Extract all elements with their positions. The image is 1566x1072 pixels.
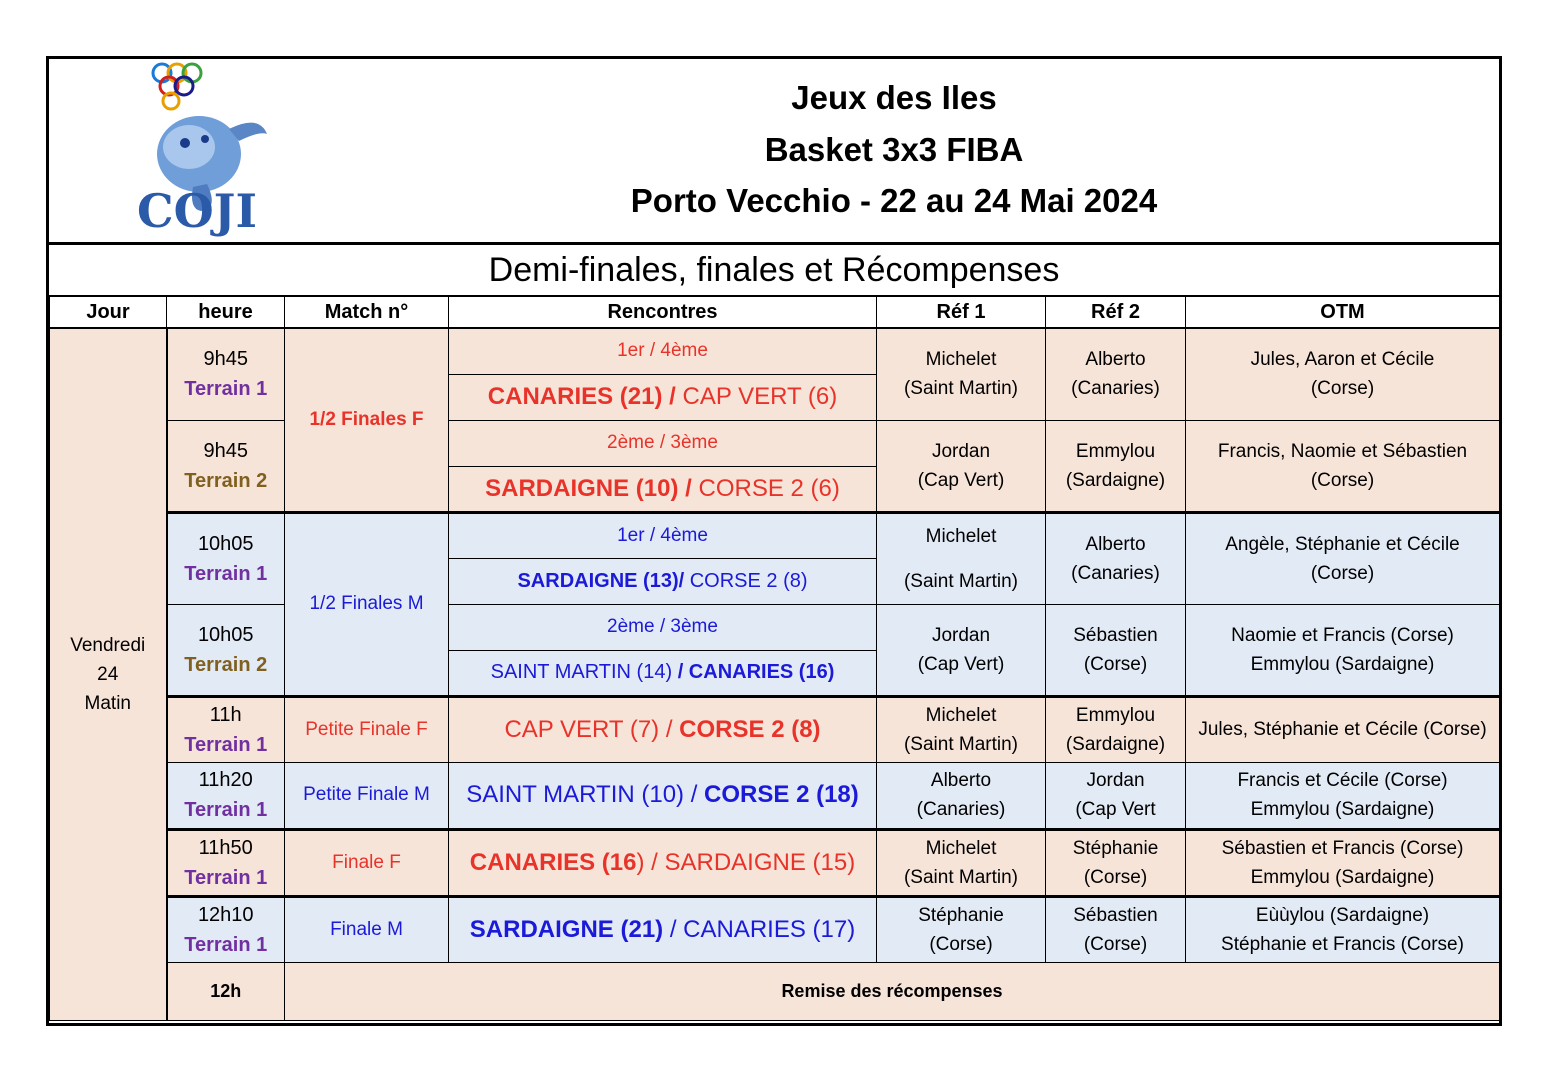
result-loser: CAP VERT (6) (675, 383, 838, 410)
placing-cell: 2ème / 3ème (449, 420, 877, 466)
time-cell (167, 829, 285, 896)
ref1-cell (877, 696, 1046, 762)
ref2-name: Alberto (1085, 533, 1146, 555)
placing-cell: 2ème / 3ème (449, 604, 877, 650)
otm-line-1: Eùùylou (Sardaigne) (1255, 904, 1430, 926)
otm-cell (1186, 896, 1500, 962)
ref2-team: (Corse) (1083, 866, 1148, 888)
schedule-sheet (46, 56, 1502, 1026)
otm-cell (1186, 512, 1500, 604)
table-row (50, 762, 1500, 829)
table-row (50, 829, 1500, 896)
result-loser: CAP VERT (7) / (504, 715, 680, 743)
ref1-team: (Cap Vert) (917, 653, 1005, 675)
otm-line-2: (Corse) (1310, 378, 1375, 400)
ref2-cell (1046, 328, 1186, 420)
otm-line-2: Emmylou (Sardaigne) (1250, 653, 1435, 675)
match-type-cell: Finale F (285, 829, 449, 896)
result-cell (449, 829, 877, 896)
ref2-cell (1046, 420, 1186, 512)
otm-cell (1186, 604, 1500, 696)
ref2-cell (1046, 829, 1186, 896)
title-location-dates: Porto Vecchio - 22 au 24 Mai 2024 (630, 182, 1158, 219)
ref1-team: (Cap Vert) (917, 469, 1005, 491)
table-row (50, 328, 1500, 374)
result-cell (449, 650, 877, 696)
time-cell (167, 328, 285, 420)
ref2-name: Emmylou (1075, 440, 1156, 462)
ref2-team: (Sardaigne) (1065, 469, 1166, 491)
ref1-name: Stéphanie (918, 904, 1004, 926)
match-type-cell: 1/2 Finales F (285, 328, 449, 512)
result-loser: / CANARIES (17) (663, 915, 856, 943)
match-time: 9h45 (203, 439, 248, 462)
col-header-match: Match n° (285, 297, 449, 329)
otm-line-1: Jules, Aaron et Cécile (1250, 349, 1435, 371)
table-row (50, 696, 1500, 762)
result-loser: CORSE 2 (8) (684, 569, 808, 592)
result-cell (449, 896, 877, 962)
table-row (50, 962, 1500, 1020)
ref1-team: (Saint Martin) (903, 378, 1019, 400)
result-winner: SARDAIGNE (21) (469, 915, 664, 943)
match-court: Terrain 1 (184, 562, 268, 585)
result-winner: SARDAIGNE (13)/ (517, 569, 685, 592)
ref1-team: (Canaries) (916, 799, 1006, 820)
ref2-cell (1046, 696, 1186, 762)
otm-line-2: (Corse) (1310, 562, 1375, 584)
coji-logo (89, 59, 279, 241)
otm-cell (1186, 829, 1500, 896)
otm-line-1: Angèle, Stéphanie et Cécile (1225, 533, 1460, 555)
otm-line-1: Francis, Naomie et Sébastien (1217, 440, 1468, 462)
match-court: Terrain 1 (184, 866, 268, 889)
ref2-name: Stéphanie (1072, 837, 1159, 859)
otm-cell (1186, 328, 1500, 420)
match-court: Terrain 1 (184, 799, 268, 821)
result-cell (449, 696, 877, 762)
col-header-otm: OTM (1186, 297, 1500, 329)
day-cell (50, 328, 167, 1020)
match-court: Terrain 1 (184, 378, 268, 401)
ref1-cell (877, 512, 1046, 604)
result-loser: CORSE 2 (6) (691, 474, 840, 502)
time-cell (167, 420, 285, 512)
col-header-ref1: Réf 1 (877, 297, 1046, 329)
ref1-cell (877, 328, 1046, 420)
match-time: 11h (209, 703, 242, 726)
otm-line-1: Francis et Cécile (Corse) (1237, 770, 1448, 791)
time-cell (167, 604, 285, 696)
table-row (50, 512, 1500, 558)
match-type-cell: Petite Finale M (285, 762, 449, 829)
ref2-team: (Corse) (1083, 933, 1148, 955)
match-court: Terrain 2 (184, 653, 268, 676)
ref1-cell (877, 420, 1046, 512)
awards-label: Remise des récompenses (285, 962, 1500, 1020)
result-loser: SAINT MARTIN (14) (490, 661, 678, 683)
col-header-rencontres: Rencontres (449, 297, 877, 329)
ref1-team: (Saint Martin) (903, 866, 1019, 888)
ref1-team: (Saint Martin) (903, 570, 1019, 592)
ref2-team: (Canaries) (1071, 562, 1160, 584)
otm-line-1: Naomie et Francis (Corse) (1231, 624, 1454, 646)
ref2-name: Alberto (1085, 349, 1146, 371)
otm-cell (1186, 696, 1500, 762)
otm-cell (1186, 420, 1500, 512)
otm-line-2: Stéphanie et Francis (Corse) (1221, 933, 1464, 955)
day-period: Matin (84, 692, 131, 714)
ref1-cell (877, 762, 1046, 829)
result-winner: / CANARIES (16) (677, 661, 835, 683)
match-type-cell: 1/2 Finales M (285, 512, 449, 696)
ref2-name: Sébastien (1073, 904, 1158, 926)
table-row (50, 896, 1500, 962)
title-sport: Basket 3x3 FIBA (764, 131, 1024, 168)
table-header-row (50, 297, 1500, 329)
otm-line-1: Sébastien et Francis (Corse) (1221, 837, 1464, 859)
otm-line-2: (Corse) (1310, 469, 1375, 491)
otm-line-1: Jules, Stéphanie et Cécile (Corse) (1198, 719, 1487, 740)
match-type-cell: Petite Finale F (285, 696, 449, 762)
ref2-cell (1046, 512, 1186, 604)
table-row (50, 420, 1500, 466)
placing-cell: 1er / 4ème (449, 328, 877, 374)
schedule-table (49, 296, 1500, 1021)
ref1-team: (Corse) (929, 933, 993, 955)
col-header-heure: heure (167, 297, 285, 329)
ref1-cell (877, 829, 1046, 896)
ref2-team: (Canaries) (1071, 378, 1160, 400)
ref1-cell (877, 604, 1046, 696)
ref2-cell (1046, 604, 1186, 696)
result-cell (449, 374, 877, 420)
ref2-name: Emmylou (1075, 704, 1156, 726)
result-cell (449, 558, 877, 604)
ref1-name: Alberto (930, 770, 992, 791)
match-court: Terrain 2 (184, 469, 268, 492)
document-header (49, 59, 1499, 245)
match-time: 11h20 (198, 769, 253, 791)
match-time: 9h45 (203, 348, 248, 371)
ref1-name: Michelet (925, 837, 997, 859)
match-type-cell: Finale M (285, 896, 449, 962)
result-winner: CANARIES (16 (469, 848, 637, 876)
ref2-cell (1046, 896, 1186, 962)
col-header-ref2: Réf 2 (1046, 297, 1186, 329)
otm-line-2: Emmylou (Sardaigne) (1250, 799, 1435, 820)
ref1-name: Jordan (931, 624, 991, 646)
ref2-team: (Corse) (1083, 653, 1148, 675)
result-cell (449, 762, 877, 829)
col-header-jour: Jour (50, 297, 167, 329)
title-event: Jeux des Iles (791, 79, 997, 116)
ref2-name: Jordan (1086, 770, 1145, 791)
page-subtitle: Demi-finales, finales et Récompenses (49, 245, 1499, 298)
table-row (50, 604, 1500, 650)
result-winner: CORSE 2 (18) (704, 781, 859, 808)
match-time: 10h05 (197, 532, 254, 555)
result-winner: CORSE 2 (8) (679, 715, 821, 743)
ref2-team: (Sardaigne) (1065, 733, 1166, 755)
ref1-team: (Saint Martin) (903, 733, 1019, 755)
ref1-name: Michelet (925, 704, 997, 726)
day-weekday: Vendredi (70, 634, 146, 656)
ref1-name: Michelet (925, 525, 997, 547)
ref2-team: (Cap Vert (1075, 799, 1156, 820)
ref2-cell (1046, 762, 1186, 829)
ref1-name: Michelet (925, 349, 997, 371)
time-cell (167, 896, 285, 962)
ref2-name: Sébastien (1073, 624, 1158, 646)
time-cell (167, 696, 285, 762)
logo-text: COJI (137, 184, 257, 238)
ref1-name: Jordan (931, 440, 991, 462)
placing-cell: 1er / 4ème (449, 512, 877, 558)
time-cell (167, 762, 285, 829)
day-number: 24 (97, 663, 119, 685)
match-time: 11h50 (198, 836, 253, 859)
result-winner: CANARIES (21) / (487, 383, 676, 410)
match-time: 10h05 (197, 623, 254, 646)
match-time: 12h10 (197, 903, 254, 926)
otm-cell (1186, 762, 1500, 829)
otm-line-2: Emmylou (Sardaigne) (1250, 866, 1435, 888)
time-cell (167, 512, 285, 604)
result-cell (449, 466, 877, 512)
result-winner: SARDAIGNE (10) / (485, 474, 692, 502)
match-court: Terrain 1 (184, 733, 268, 756)
ref1-cell (877, 896, 1046, 962)
result-loser: ) / SARDAIGNE (15) (636, 848, 856, 876)
awards-time: 12h (167, 962, 285, 1020)
match-court: Terrain 1 (184, 933, 268, 956)
result-loser: SAINT MARTIN (10) / (466, 781, 705, 808)
